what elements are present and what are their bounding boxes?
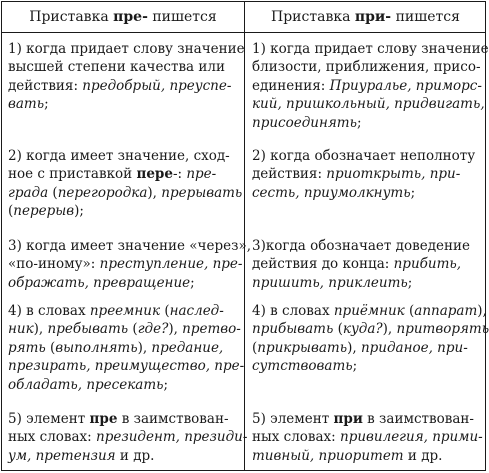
rule-example-text: присоединять bbox=[252, 114, 357, 131]
header-pre bbox=[2, 8, 244, 26]
rule-text: 4) в словах bbox=[252, 303, 334, 319]
rule-text: 2) когда имеет значение, сход- bbox=[8, 148, 230, 164]
rule-line bbox=[8, 77, 245, 95]
rule-line bbox=[252, 165, 475, 183]
rule-line bbox=[8, 376, 244, 394]
rule-text: 3) когда имеет значение «через», bbox=[8, 238, 251, 254]
rule-line bbox=[8, 237, 251, 255]
rule-text: ное с приставкой bbox=[8, 166, 137, 183]
rule-text: ( bbox=[8, 203, 14, 220]
rule-text: 1) когда придает слову значение bbox=[8, 41, 245, 57]
rule-example-text: ник bbox=[8, 321, 34, 338]
rule-text: 4) в словах bbox=[8, 303, 90, 319]
rule-text: ( bbox=[160, 303, 170, 319]
rule-line bbox=[8, 202, 242, 220]
rule-pre-5 bbox=[8, 410, 247, 465]
rule-text: единения: bbox=[252, 77, 330, 94]
rule-example-text: предание, bbox=[151, 339, 224, 356]
rule-example-text: ображать, превращение bbox=[8, 274, 191, 291]
rule-example-text: преемник bbox=[89, 303, 161, 319]
rule-text: действия: bbox=[252, 166, 327, 183]
rule-text: ( bbox=[404, 303, 415, 319]
rule-example-text: Приуралье, приморс- bbox=[329, 77, 482, 94]
rule-text: в заимствован- bbox=[117, 411, 229, 427]
rule-text: ), bbox=[347, 339, 361, 356]
header-pri bbox=[245, 8, 486, 26]
rule-text: ; bbox=[44, 96, 49, 113]
rule-example-text: притворять bbox=[396, 321, 489, 338]
rule-text: ; bbox=[163, 376, 169, 393]
rule-line bbox=[8, 58, 245, 76]
rule-line bbox=[252, 339, 489, 357]
rule-text: ; bbox=[407, 274, 413, 291]
rule-line bbox=[252, 255, 470, 273]
rule-text: действия до конца: bbox=[252, 256, 394, 273]
rule-example-text: привилегия, прими- bbox=[340, 429, 483, 446]
rule-example-text: пребывать bbox=[47, 321, 129, 338]
rule-line bbox=[252, 40, 489, 58]
rule-bold-text: при bbox=[333, 411, 363, 427]
rule-text: ; bbox=[356, 114, 362, 131]
rule-line bbox=[8, 428, 247, 446]
rule-example-text: обладать, пресекать bbox=[8, 376, 164, 393]
rule-example-text: президент, президи- bbox=[96, 429, 248, 446]
rule-text: ), bbox=[147, 184, 162, 201]
rule-line bbox=[8, 357, 244, 375]
rule-text: ( bbox=[48, 184, 58, 201]
rule-text: ных словах: bbox=[8, 429, 97, 446]
rule-text: в заимствован- bbox=[362, 411, 474, 427]
rule-text: ), bbox=[137, 339, 152, 356]
rule-line bbox=[8, 320, 244, 338]
rule-example-text: града bbox=[8, 184, 49, 201]
rule-pre-1 bbox=[8, 40, 245, 114]
rule-example-text: аппарат bbox=[414, 303, 478, 319]
rule-text: ), bbox=[168, 321, 183, 338]
rule-line bbox=[252, 410, 483, 428]
header-pre-prefix: Приставка bbox=[29, 9, 114, 25]
rule-example-text: перегородка bbox=[57, 184, 148, 201]
rule-example-text: вать bbox=[8, 96, 45, 113]
rule-example-text: пре- bbox=[186, 166, 217, 183]
rule-example-text: приданое, при- bbox=[360, 339, 468, 356]
rule-line bbox=[8, 255, 251, 273]
rule-pre-4 bbox=[8, 302, 244, 394]
rule-text: ; bbox=[410, 184, 416, 201]
rule-pri-3 bbox=[252, 237, 470, 292]
rule-text: ( bbox=[128, 321, 138, 338]
rule-pri-1 bbox=[252, 40, 489, 132]
rule-example-text: куда? bbox=[342, 321, 383, 338]
rule-line bbox=[252, 320, 489, 338]
rule-line bbox=[252, 237, 470, 255]
rule-text: ; bbox=[352, 358, 358, 375]
rule-example-text: ум, претензия bbox=[8, 447, 116, 464]
rule-example-text: претво- bbox=[182, 321, 241, 338]
rule-text: 3)когда обозначает доведение bbox=[252, 238, 470, 254]
rule-line bbox=[8, 184, 242, 202]
rule-example-text: прикрывать bbox=[257, 339, 348, 356]
rule-line bbox=[8, 95, 245, 113]
rule-example-text: приёмник bbox=[333, 303, 405, 319]
rule-example-text: сутствовать bbox=[252, 358, 353, 375]
rule-line bbox=[8, 40, 245, 58]
rule-example-text: прибить, bbox=[393, 256, 462, 273]
rule-example-text: тивный, приоритет bbox=[252, 447, 404, 464]
rule-bold-text: пре bbox=[89, 411, 118, 427]
rule-text: -: bbox=[172, 166, 187, 183]
rule-text: близости, приближения, присо- bbox=[252, 59, 481, 76]
prefix-rules-table bbox=[1, 1, 489, 471]
rule-line bbox=[252, 114, 489, 132]
rule-text: «по-иному»: bbox=[8, 256, 100, 273]
rule-line bbox=[252, 58, 489, 76]
header-divider bbox=[2, 32, 485, 33]
rule-text: ), bbox=[382, 321, 397, 338]
rule-text: ( bbox=[45, 339, 56, 356]
rule-example-text: где? bbox=[137, 321, 169, 338]
rule-text: и др. bbox=[403, 447, 443, 464]
rule-example-text: приоткрыть, при- bbox=[326, 166, 461, 183]
rule-example-text: рять bbox=[8, 339, 46, 356]
header-pri-prefix: Приставка bbox=[271, 9, 355, 25]
rule-example-text: преступление, пре- bbox=[99, 256, 243, 273]
rule-line bbox=[252, 447, 483, 465]
rule-line bbox=[252, 274, 470, 292]
header-pri-bold: при- bbox=[354, 9, 392, 25]
rule-text: ); bbox=[74, 203, 84, 220]
rule-example-text: пришить, приклеить bbox=[252, 274, 408, 291]
rule-text: ; bbox=[190, 274, 195, 291]
rule-text: ( bbox=[252, 339, 258, 356]
header-pre-bold: пре- bbox=[113, 9, 148, 25]
rule-text: 1) когда придает слову значение bbox=[252, 41, 489, 57]
rule-line bbox=[252, 428, 483, 446]
rule-pri-2 bbox=[252, 147, 475, 202]
rule-pre-3 bbox=[8, 237, 251, 292]
rule-line bbox=[8, 302, 244, 320]
rule-line bbox=[252, 184, 475, 202]
rule-text: и др. bbox=[115, 447, 155, 464]
rule-line bbox=[252, 357, 489, 375]
rule-text: высшей степени качества или bbox=[8, 59, 225, 76]
rule-text: ных словах: bbox=[252, 429, 341, 446]
rule-example-text: наслед- bbox=[169, 303, 224, 319]
rule-example-text: перерыв bbox=[13, 203, 75, 220]
rule-line bbox=[8, 410, 247, 428]
rule-text: ), bbox=[477, 303, 487, 319]
rule-pri-5 bbox=[252, 410, 483, 465]
rule-example-text: сесть, приумолкнуть bbox=[252, 184, 411, 201]
rule-example-text: предобрый, преуспе- bbox=[82, 77, 232, 94]
rule-line bbox=[252, 302, 489, 320]
rule-line bbox=[252, 147, 475, 165]
rule-text: ), bbox=[33, 321, 48, 338]
rule-line bbox=[8, 274, 251, 292]
rule-example-text: кий, пришкольный, придвигать, bbox=[252, 96, 485, 113]
rule-line bbox=[8, 339, 244, 357]
rule-pri-4 bbox=[252, 302, 489, 376]
rule-text: действия: bbox=[8, 77, 83, 94]
rule-text: 2) когда обозначает неполноту bbox=[252, 148, 476, 164]
rule-example-text: выполнять bbox=[55, 339, 138, 356]
rule-line bbox=[8, 447, 247, 465]
rule-example-text: прибывать bbox=[252, 321, 334, 338]
rule-bold-text: пере bbox=[136, 166, 173, 183]
rule-line bbox=[8, 165, 242, 183]
rule-example-text: презирать, преимущество, пре- bbox=[8, 358, 245, 375]
rule-text: 5) элемент bbox=[252, 411, 334, 427]
rule-example-text: прерывать bbox=[161, 184, 243, 201]
header-pre-suffix: пишется bbox=[147, 9, 217, 25]
rule-line bbox=[252, 77, 489, 95]
rule-text: ( bbox=[333, 321, 343, 338]
rule-line bbox=[8, 147, 242, 165]
rule-text: 5) элемент bbox=[8, 411, 90, 427]
header-pri-suffix: пишется bbox=[391, 9, 460, 25]
rule-pre-2 bbox=[8, 147, 242, 221]
rule-line bbox=[252, 95, 489, 113]
